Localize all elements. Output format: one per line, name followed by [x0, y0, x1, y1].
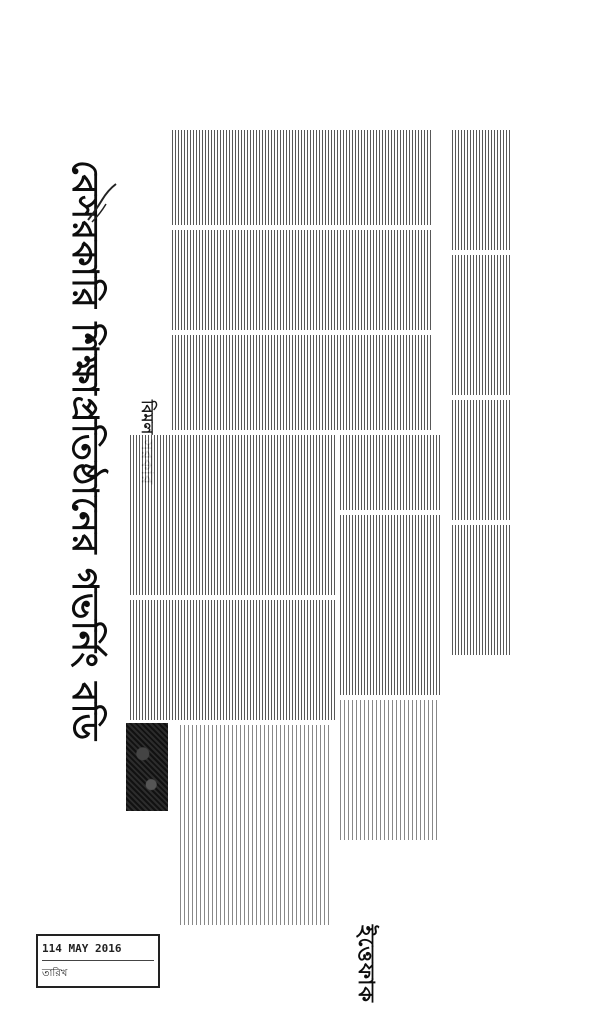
article-text-column [172, 230, 432, 330]
article-text-column [130, 600, 335, 720]
article-headline: বেসরকারি শিক্ষাপ্রতিষ্ঠানের গভর্নিং বডি [64, 160, 105, 742]
article-text-column [172, 130, 432, 225]
article-text-column [180, 725, 330, 925]
article-text-column [452, 525, 512, 655]
stamp-label: তারিখ [42, 968, 68, 979]
newspaper-masthead: ইত্তেফাক [353, 925, 378, 1003]
stamp-date: 114 MAY 2016 [42, 942, 122, 955]
article-text-column [340, 515, 440, 695]
article-text-column [340, 435, 440, 510]
stamp-divider [42, 960, 154, 961]
archive-stamp [36, 934, 160, 988]
article-text-column [452, 255, 512, 395]
article-text-column [452, 400, 512, 520]
article-text-column [130, 435, 335, 595]
handwritten-mark-icon [82, 180, 122, 226]
author-photo [126, 723, 168, 811]
article-text-column [452, 130, 512, 250]
article-text-column [340, 700, 440, 840]
article-text-column [172, 335, 432, 430]
